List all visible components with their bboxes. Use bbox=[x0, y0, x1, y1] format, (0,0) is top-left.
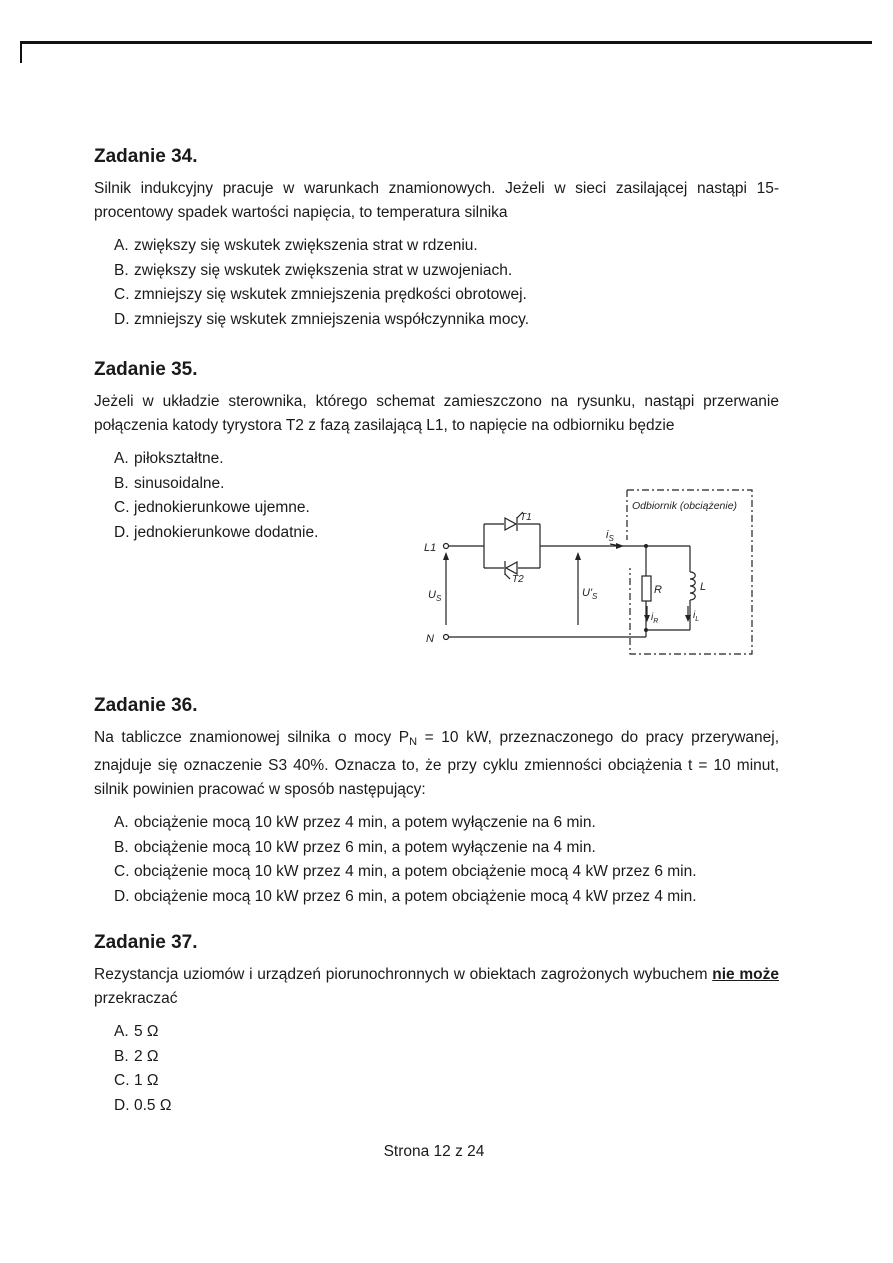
task-title: Zadanie 37. bbox=[94, 932, 198, 953]
option-b[interactable]: B. zwiększy się wskutek zwiększenia strat w uzwojeniach. bbox=[114, 261, 513, 279]
option-a[interactable]: A. obciążenie mocą 10 kW przez 4 min, a potem wyłączenie na 6 min. bbox=[114, 814, 596, 831]
il-label: $i_L$ bbox=[693, 610, 700, 623]
task-title: Zadanie 35. bbox=[94, 359, 198, 380]
task-title: Zadanie 34. bbox=[94, 146, 198, 167]
option-b[interactable]: B. obciążenie mocą 10 kW przez 6 min, a potem wyłączenie na 4 min. bbox=[114, 838, 596, 856]
l1-label: L1 bbox=[424, 542, 437, 554]
load-label: Odbiornik (obciążenie) bbox=[632, 500, 738, 512]
task-question: Jeżeli w układzie sterownika, którego schemat zamieszczono na rysunku, nastąpi przerwanie połączenia katody tyrystora T2 z fazą zasilającą L1, to napięcie na odbiorniku będzie bbox=[94, 393, 779, 434]
options-list bbox=[114, 234, 779, 332]
option-b[interactable]: B. sinusoidalne. bbox=[114, 474, 225, 492]
option-a[interactable]: A. 5 Ω bbox=[114, 1023, 159, 1040]
resistor-r bbox=[642, 576, 651, 601]
r-label: R bbox=[654, 584, 662, 596]
top-rule-mark bbox=[20, 41, 22, 63]
option-c[interactable]: C. 1 Ω bbox=[114, 1072, 159, 1090]
option-c[interactable]: C. zmniejszy się wskutek zmniejszenia prędkości obrotowej. bbox=[114, 286, 527, 304]
task-title: Zadanie 36. bbox=[94, 695, 198, 716]
thyristor-t1 bbox=[505, 518, 516, 530]
option-b[interactable]: B. 2 Ω bbox=[114, 1047, 159, 1065]
n-label: N bbox=[426, 633, 434, 645]
task-question: Silnik indukcyjny pracuje w warunkach znamionowych. Jeżeli w sieci zasilającej nastąpi 15-procentowy spadek wartości napięcia, to temperatura silnika bbox=[94, 180, 779, 221]
us-label: $U_S$ bbox=[428, 589, 442, 603]
task-question: Rezystancja uziomów i urządzeń piorunochronnych w obiektach zagrożonych wybuchem nie może przekraczać bbox=[94, 966, 779, 1007]
page-number: Strona 12 z 24 bbox=[383, 1143, 485, 1160]
option-c[interactable]: C. obciążenie mocą 10 kW przez 4 min, a potem obciążenie mocą 4 kW przez 6 min. bbox=[114, 863, 697, 881]
thyristor-circuit-diagram bbox=[420, 478, 760, 663]
option-d[interactable]: D. obciążenie mocą 10 kW przez 6 min, a potem obciążenie mocą 4 kW przez 4 min. bbox=[114, 887, 697, 905]
l-label: L bbox=[700, 581, 707, 593]
is-label: $i_S$ bbox=[606, 529, 614, 543]
option-c[interactable]: C. jednokierunkowe ujemne. bbox=[114, 499, 310, 517]
option-a[interactable]: A. piłokształtne. bbox=[114, 450, 224, 467]
thyristor-t2 bbox=[506, 562, 517, 574]
task-37 bbox=[94, 932, 779, 1118]
task-34 bbox=[94, 146, 779, 332]
task-question: Na tabliczce znamionowej silnika o mocy $P_N = 10$ kW, przeznaczonego do pracy przerywanej, znajduje się oznaczenie S3 40%. Oznacza to, że przy cyklu zmienności obciążenia t = 10 minut, silnik powinien pracować w sposób następujący: bbox=[94, 729, 780, 798]
inductor-l bbox=[690, 572, 695, 600]
t2-label: T2 bbox=[512, 574, 524, 585]
top-rule bbox=[20, 41, 872, 44]
task-36 bbox=[94, 695, 779, 909]
ir-label: $i_R$ bbox=[651, 612, 659, 625]
option-d[interactable]: D. 0.5 Ω bbox=[114, 1096, 172, 1114]
option-d[interactable]: D. zmniejszy się wskutek zmniejszenia współczynnika mocy. bbox=[114, 310, 530, 328]
us-prime-label: $U'_S$ bbox=[582, 587, 598, 601]
option-a[interactable]: A. zwiększy się wskutek zwiększenia strat w rdzeniu. bbox=[114, 237, 478, 254]
options-list bbox=[114, 811, 779, 909]
t1-label: T1 bbox=[520, 512, 532, 523]
options-list bbox=[114, 1020, 779, 1118]
option-d[interactable]: D. jednokierunkowe dodatnie. bbox=[114, 523, 319, 541]
